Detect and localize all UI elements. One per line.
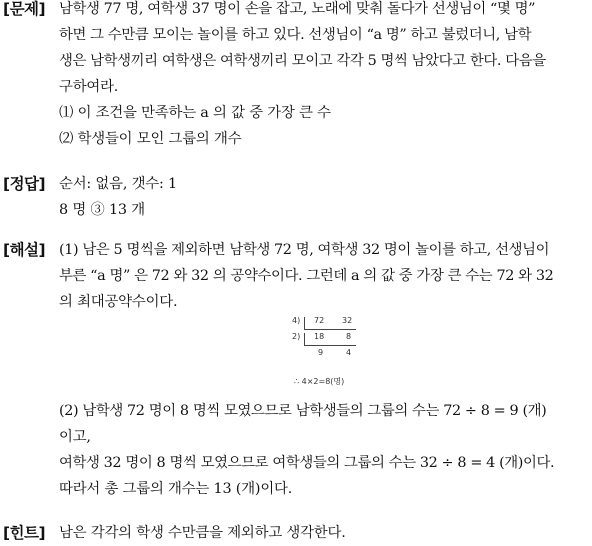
problem-line: 남학생 77 명, 여학생 37 명이 손을 잡고, 노래에 맞춰 돌다가 선생님이 “몇 명” [59, 1, 536, 17]
quotient-18: 18 [314, 332, 325, 341]
remainder-4: 4 [346, 348, 352, 357]
problem-line: 생은 남학생끼리 여학생은 여학생끼리 모이고 각각 5 명씩 남았다고 한다. 다음을 [59, 53, 546, 69]
explanation-line: (2) 남학생 72 명이 8 명씩 모였으므로 남학생들의 그룹의 수는 72 ÷ 8 = 9 (개) [59, 403, 547, 419]
problem-line: 구하여라. [59, 79, 119, 95]
answer-line: 8 명 ③ 13 개 [59, 202, 145, 218]
explanation-part2 [59, 398, 589, 502]
divisor-4: 4) [292, 316, 301, 325]
answer-line: 순서: 없음, 갯수: 1 [59, 176, 177, 192]
problem-subquestion: ⑵ 학생들이 모인 그룹의 개수 [59, 131, 242, 147]
problem-subquestion: ⑴ 이 조건을 만족하는 a 의 값 중 가장 큰 수 [59, 105, 331, 121]
division-bracket [304, 317, 305, 329]
problem-body [59, 0, 589, 152]
answer-body [59, 171, 589, 223]
dividend-32: 32 [342, 316, 353, 325]
division-figure [292, 314, 372, 388]
explanation-part1 [59, 237, 589, 315]
division-bracket [304, 333, 305, 345]
explanation-line: 부른 “a 명” 은 72 와 32 의 공약수이다. 그런데 a 의 값 중 가장 큰 수는 72 와 32 [59, 268, 554, 284]
explanation-line: 의 최대공약수이다. [59, 294, 178, 310]
dividend-72: 72 [314, 316, 325, 325]
explanation-line: 여학생 32 명이 8 명씩 모였으므로 여학생들의 그룹의 수는 32 ÷ 8 = 4 (개)이다. [59, 455, 555, 471]
division-line [304, 345, 356, 346]
explanation-line: 따라서 총 그룹의 개수는 13 (개)이다. [59, 481, 293, 497]
divisor-2: 2) [292, 332, 301, 341]
hint-line: 남은 각각의 학생 수만큼을 제외하고 생각한다. [59, 525, 346, 541]
quotient-8: 8 [346, 332, 352, 341]
gcd-result: ∴ 4×2=8(명) [294, 377, 345, 386]
hint-body [59, 520, 589, 546]
remainder-9: 9 [318, 348, 324, 357]
answer-tag: [정답] [3, 175, 46, 193]
division-line [304, 329, 356, 330]
explanation-tag: [해설] [3, 241, 46, 259]
problem-line: 하면 그 수만큼 모이는 놀이를 하고 있다. 선생님이 “a 명” 하고 불렀더니, 남학 [59, 27, 532, 43]
problem-tag: [문제] [3, 0, 46, 18]
explanation-line: 이고, [59, 429, 91, 445]
explanation-line: (1) 남은 5 명씩을 제외하면 남학생 72 명, 여학생 32 명이 놀이를 하고, 선생님이 [59, 242, 550, 258]
hint-tag: [힌트] [3, 524, 46, 542]
